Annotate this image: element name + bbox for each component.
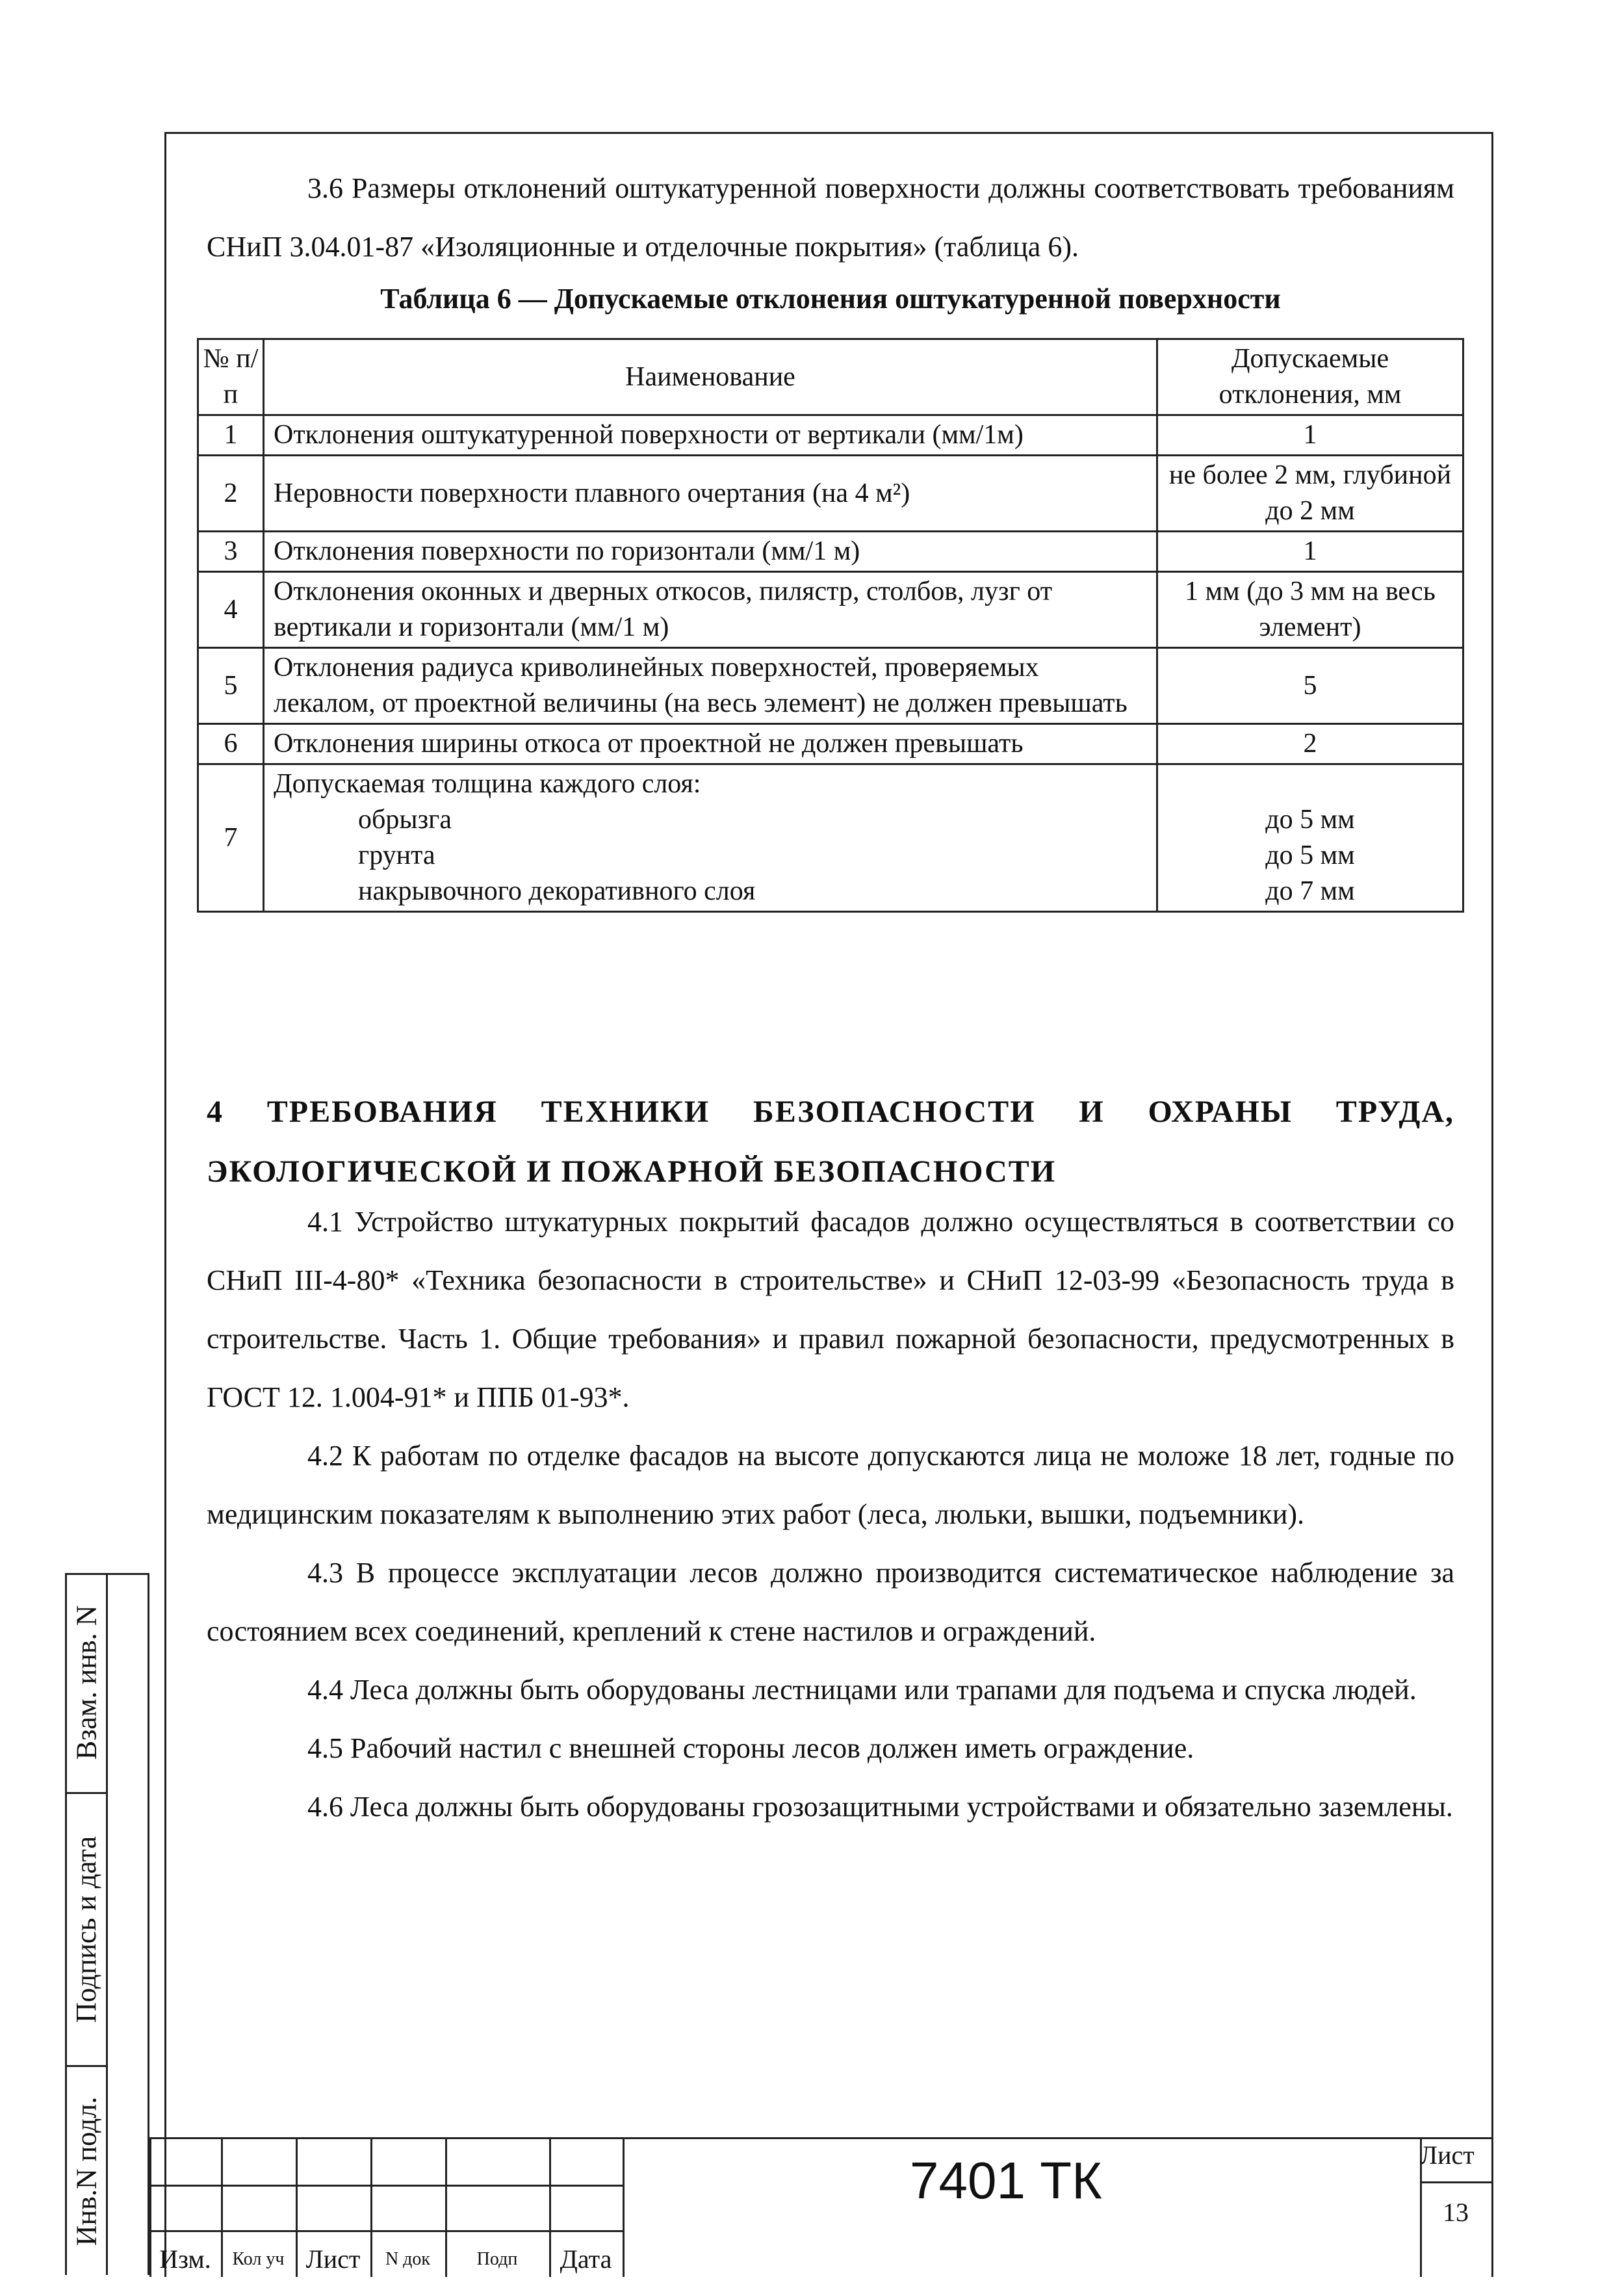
row-name: Неровности поверхности плавного очертания (на 4 м²) (264, 456, 1157, 532)
row-num: 5 (198, 648, 264, 724)
layer-item-value: до 5 мм (1265, 840, 1355, 870)
row-num: 3 (198, 532, 264, 572)
row-num: 7 (198, 764, 264, 912)
paragraph-4-6: 4.6 Леса должны быть оборудованы грозозащитными устройствами и обязательно заземлены. (307, 1791, 1453, 1823)
table-row (198, 572, 1463, 648)
table-row (198, 532, 1463, 572)
row-name: Отклонения оконных и дверных откосов, пилястр, столбов, лузг от вертикали и горизонтали (мм/1 м) (264, 572, 1157, 648)
header-name: Наименование (264, 339, 1157, 415)
izm-header: Изм. (159, 2244, 211, 2274)
vzam-inv-cell (67, 1573, 106, 1794)
side-strip-divider (106, 1573, 108, 2275)
sheet-number: 13 (1443, 2198, 1469, 2227)
row-num: 6 (198, 724, 264, 764)
vzam-inv-label: Взам. инв. N (70, 1605, 103, 1760)
layer-item-label: накрывочного декоративного слоя (358, 876, 756, 906)
table-header-row (198, 339, 1463, 415)
row-num: 1 (198, 415, 264, 456)
table-row (198, 764, 1463, 912)
row-name: Отклонения радиуса криволинейных поверхностей, проверяемых лекалом, от проектной величины (на весь элемент) не должен превышать (264, 648, 1157, 724)
header-num: № п/п (198, 339, 264, 415)
title-block-vline (623, 2139, 625, 2277)
intro-block (207, 159, 1454, 328)
paragraph-3-6: 3.6 Размеры отклонений оштукатуренной поверхности должны соответствовать требованиям СНиП 3.04.01-87 «Изоляционные и отделочные покрытия» (таблица 6). (207, 172, 1454, 263)
row-name: Отклонения поверхности по горизонтали (мм/1 м) (264, 532, 1157, 572)
deviation-table (197, 338, 1464, 913)
inv-podl-cell (67, 2067, 106, 2275)
title-block (149, 2137, 1493, 2277)
layer-item-value: до 7 мм (1265, 876, 1355, 906)
podp-header: Подп (476, 2249, 518, 2269)
paragraph-4-5: 4.5 Рабочий настил с внешней стороны лесов должен иметь ограждение. (307, 1732, 1194, 1764)
row-name (264, 764, 1157, 912)
table-row (198, 724, 1463, 764)
layer-item-value: до 5 мм (1265, 805, 1355, 835)
document-code: 7401 ТК (910, 2152, 1102, 2209)
table-row (198, 415, 1463, 456)
paragraph-4-2: 4.2 К работам по отделке фасадов на высоте допускаются лица не моложе 18 лет, годные по медицинским показателям к выполнению этих работ (леса, люльки, вышки, подъемники). (207, 1440, 1454, 1530)
sheet-label: Лист (1420, 2140, 1475, 2170)
kol-uch-header: Кол уч (232, 2249, 285, 2269)
sheet-cell-divider (1420, 2181, 1493, 2183)
row-value: 5 (1157, 648, 1463, 724)
row-num: 2 (198, 456, 264, 532)
podpis-cell (67, 1794, 106, 2067)
section-4-body (207, 1193, 1454, 1836)
row-value: 1 (1157, 532, 1463, 572)
section-4-title: 4 ТРЕБОВАНИЯ ТЕХНИКИ БЕЗОПАСНОСТИ И ОХРАНЫ ТРУДА, ЭКОЛОГИЧЕСКОЙ И ПОЖАРНОЙ БЕЗОПАСНОСТИ (207, 1095, 1454, 1189)
layer-thickness-label: Допускаемая толщина каждого слоя: (274, 769, 701, 799)
paragraph-4-1: 4.1 Устройство штукатурных покрытий фасадов должно осуществляться в соответствии со СНиП III-4-80* «Техника безопасности в строительстве» и СНиП 12-03-99 «Безопасность труда в строительстве. Часть 1. Общие требования» и правил пожарной безопасности, предусмотренных в ГОСТ 12. 1.004-91* и ППБ 01-93*. (207, 1206, 1454, 1413)
table-row (198, 648, 1463, 724)
row-value: не более 2 мм, глубиной до 2 мм (1157, 456, 1463, 532)
row-value (1157, 764, 1463, 912)
inv-podl-label: Инв.N подл. (70, 2096, 103, 2246)
paragraph-4-3: 4.3 В процессе эксплуатации лесов должно производится систематическое наблюдение за состоянием всех соединений, креплений к стене настилов и ограждений. (207, 1557, 1454, 1647)
row-value: 1 мм (до 3 мм на весь элемент) (1157, 572, 1463, 648)
row-name: Отклонения ширины откоса от проектной не должен превышать (264, 724, 1157, 764)
data-header: Дата (560, 2244, 612, 2274)
layer-item-label: грунта (358, 840, 435, 870)
row-value: 1 (1157, 415, 1463, 456)
row-num: 4 (198, 572, 264, 648)
table-title: Таблица 6 — Допускаемые отклонения оштукатуренной поверхности (380, 283, 1281, 315)
n-dok-header: N док (385, 2249, 431, 2269)
header-value: Допускаемые отклонения, мм (1157, 339, 1463, 415)
layer-item-label: обрызга (358, 805, 452, 835)
table-row (198, 456, 1463, 532)
row-value: 2 (1157, 724, 1463, 764)
list-header: Лист (305, 2244, 361, 2274)
paragraph-4-4: 4.4 Леса должны быть оборудованы лестницами или трапами для подъема и спуска людей. (307, 1674, 1417, 1706)
podpis-label: Подпись и дата (70, 1836, 103, 2023)
side-strip (65, 1573, 149, 2275)
row-name: Отклонения оштукатуренной поверхности от вертикали (мм/1м) (264, 415, 1157, 456)
